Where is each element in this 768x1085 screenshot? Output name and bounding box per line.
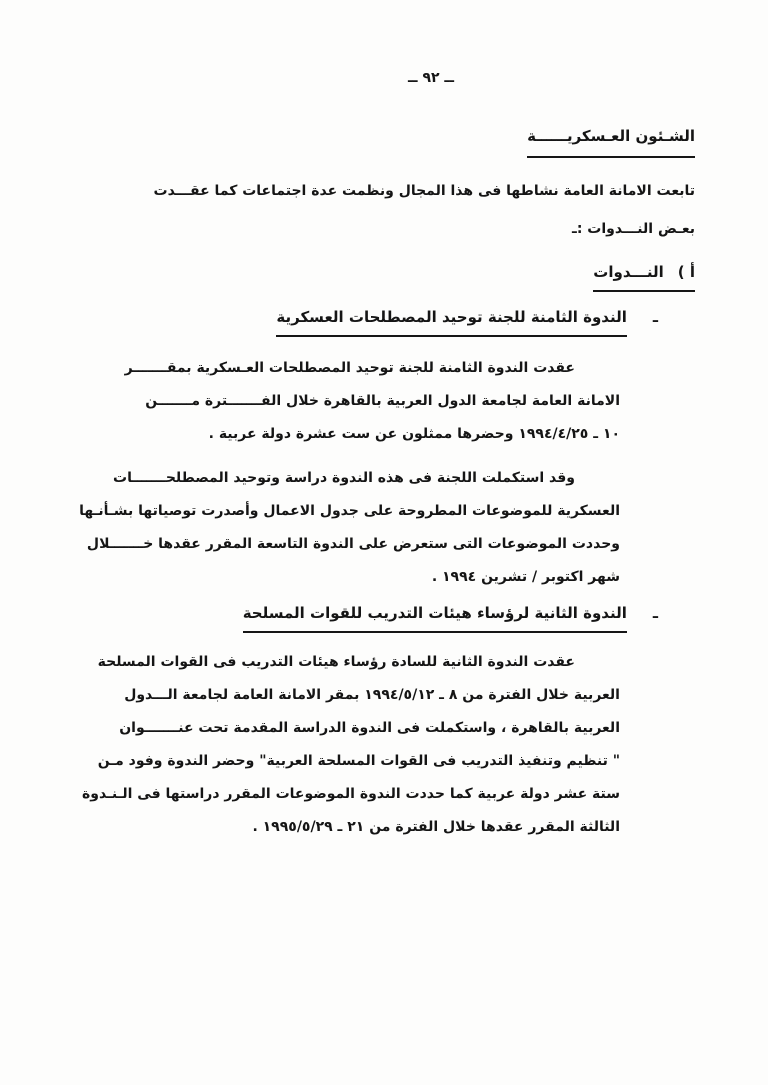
text-line: عقدت الندوة الثامنة للجنة توحيد المصطلحات العـسكرية بمقـــــــر	[124, 360, 575, 376]
section-a-label: النـــدوات	[593, 263, 664, 281]
text-line: العربية خلال الفترة من ٨ ـ ١٩٩٤/٥/١٢ بمقر الامانة العامة لجامعة الـــدول	[124, 687, 620, 703]
text-line: ستة عشر دولة عربية كما حددت الندوة الموضوعات المقرر دراستها فى الـنـدوة	[82, 786, 620, 802]
seminar1-dash-marker: ـ	[652, 308, 658, 326]
seminar1-subheading	[276, 308, 658, 337]
text-line: عقدت الندوة الثانية للسادة رؤساء هيئات التدريب فى القوات المسلحة	[97, 654, 575, 670]
seminar1-paragraph-2	[79, 462, 620, 594]
text-line: الثالثة المقرر عقدها خلال الفترة من ٢١ ـ ١٩٩٥/٥/٢٩ .	[252, 819, 620, 835]
text-line: العربية بالقاهرة ، واستكملت فى الندوة الدراسة المقدمة تحت عنـــــــوان	[119, 720, 620, 736]
text-line: ١٠ ـ ١٩٩٤/٤/٢٥ وحضرها ممثلون عن ست عشرة دولة عربية .	[208, 426, 620, 442]
text-line: " تنظيم وتنفيذ التدريب فى القوات المسلحة العربية" وحضر الندوة وفود مـن	[97, 753, 620, 769]
text-line: العسكرية للموضوعات المطروحة على جدول الاعمال وأصدرت توصياتها بشـأنـها	[79, 503, 620, 519]
section-a-title	[593, 263, 695, 292]
page-number: ــ ٩٢ ــ	[408, 70, 454, 86]
main-heading-military-affairs: الشـئون العـسكريــــــة	[527, 127, 695, 158]
section-a-marker: أ )	[677, 263, 695, 281]
text-line: شهر اكتوبر / تشرين ١٩٩٤ .	[431, 569, 620, 585]
section-a-seminars	[593, 262, 695, 292]
seminar2-title: الندوة الثانية لرؤساء هيئات التدريب للقوات المسلحة	[243, 604, 627, 633]
seminar2-dash-marker: ـ	[652, 604, 658, 622]
text-line: تابعت الامانة العامة نشاطها فى هذا المجال ونظمت عدة اجتماعات كما عقـــدت	[153, 183, 695, 199]
text-line: الامانة العامة لجامعة الدول العربية بالقاهرة خلال الفـــــــترة مـــــــن	[145, 393, 620, 409]
seminar1-paragraph-1	[125, 352, 620, 451]
seminar1-title: الندوة الثامنة للجنة توحيد المصطلحات العسكرية	[276, 308, 626, 337]
main-heading-wrap	[527, 126, 695, 158]
text-line: بعـض النـــدوات :ـ	[572, 221, 695, 237]
intro-paragraph	[154, 172, 695, 248]
text-line: وحددت الموضوعات التى ستعرض على الندوة التاسعة المقرر عقدها خـــــــلال	[86, 536, 620, 552]
text-line: وقد استكملت اللجنة فى هذه الندوة دراسة وتوحيد المصطلحـــــــات	[113, 470, 575, 486]
seminar2-subheading	[243, 604, 658, 633]
seminar2-paragraph-1	[82, 646, 620, 844]
